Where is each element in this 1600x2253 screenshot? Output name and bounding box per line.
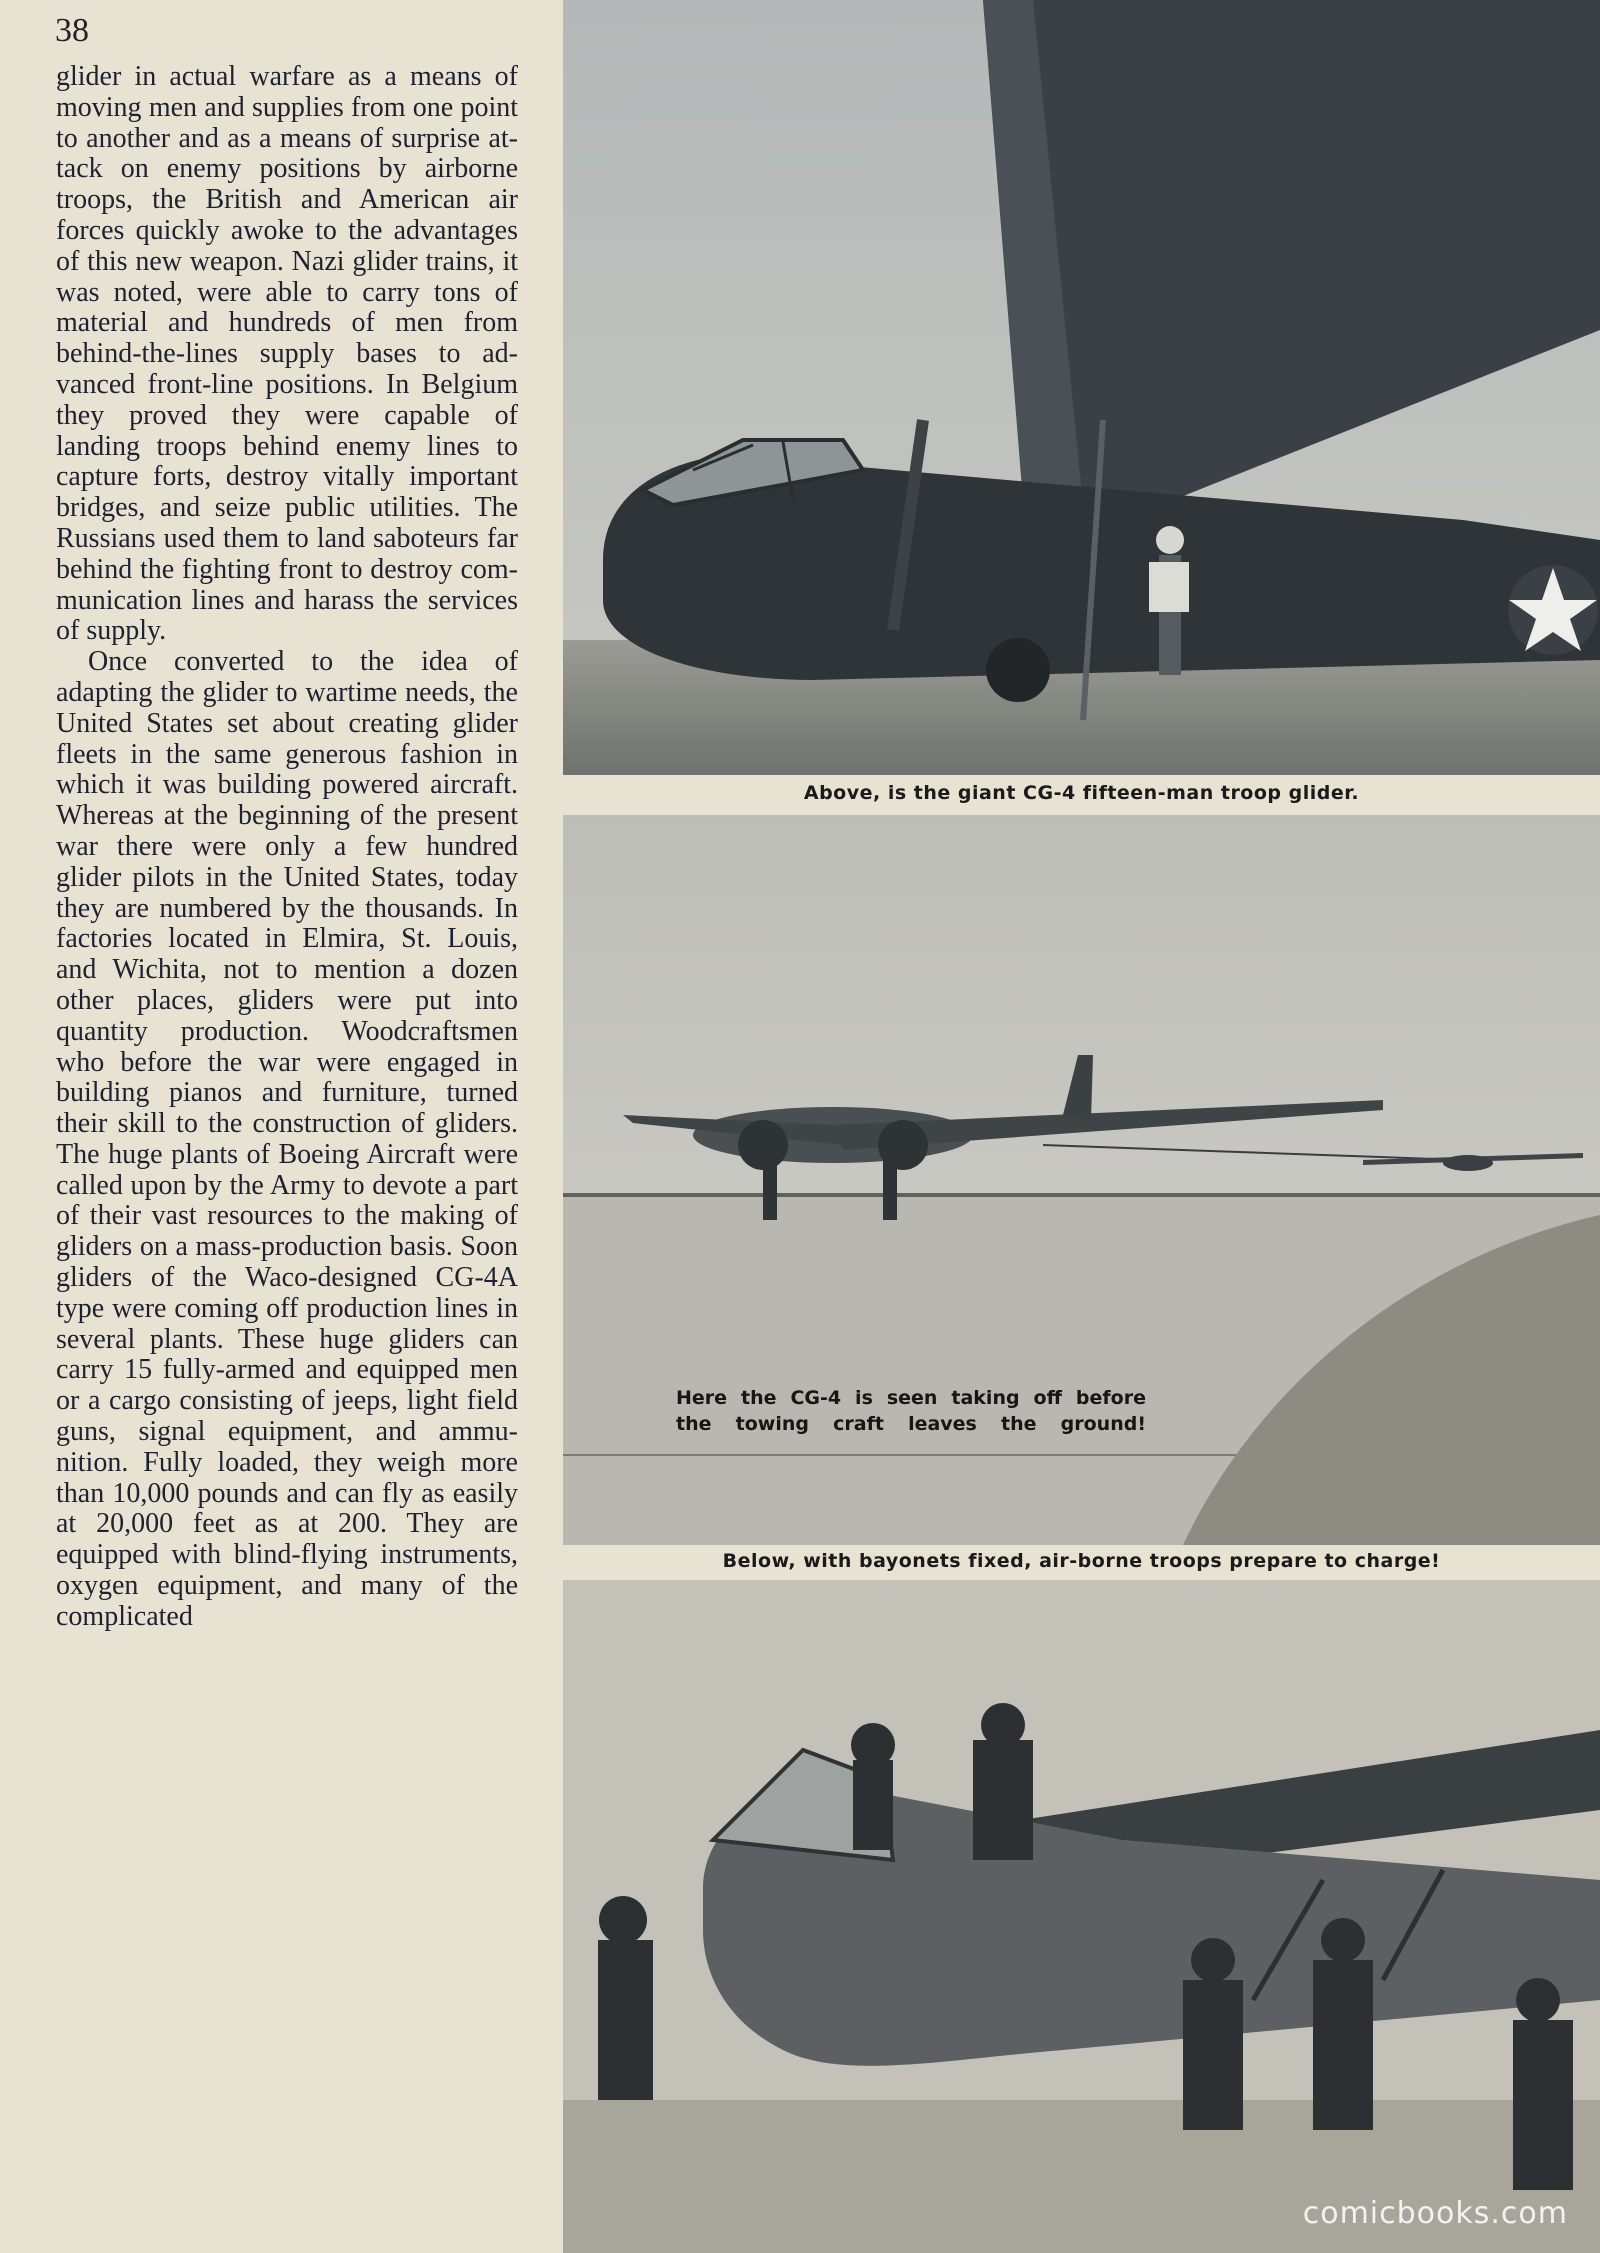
photo-cg4-glider-parked <box>563 0 1600 775</box>
caption-middle <box>676 1385 1146 1437</box>
article-paragraph-2: Once converted to the idea of adapting the glider to wartime needs, the United States set about creating glider fleets in the same generous fashion in which it was building powered aircraft. Whereas at the beginning of the present war there were only a few hundred glider pilots in the United States, today they are numbered by the thousands. In factories located in Elmira, St. Louis, and Wichita, not to mention a dozen other places, gliders were put into quantity production. Woodcraftsmen who before the war were engaged in building pianos and furniture, turned their skill to the construction of gliders. The huge plants of Boeing Aircraft were called upon by the Army to devote a part of their vast resources to the making of gliders on a mass-production basis. Soon gliders of the Waco-designed CG-4A type were coming off production lines in several plants. These huge gliders can carry 15 fully-armed and equipped men or a cargo consisting of jeeps, light field guns, signal equipment, and ammunition. Fully loaded, they weigh more than 10,000 pounds and can fly as easily at 20,000 feet as at 200. They are equipped with blind-flying instruments, oxygen equipment, and many of the complicated <box>56 646 518 1632</box>
page-number: 38 <box>55 12 89 49</box>
article-body <box>56 62 518 1633</box>
caption-middle-line-1: Here the CG-4 is seen taking off before <box>676 1387 1146 1409</box>
caption-top: Above, is the giant CG-4 fifteen-man troop glider. <box>803 782 1360 804</box>
article-paragraph-1: glider in actual warfare as a means of moving men and supplies from one point to another and as a means of surprise attack on enemy positions by airborne troops, the British and American air forces quickly awoke to the advantages of this new weapon. Nazi glider trains, it was noted, were able to carry tons of material and hundreds of men from behind-the-lines supply bases to advanced front-line positions. In Belgium they proved they were capable of landing troops behind enemy lines to capture forts, destroy vitally important bridges, and seize public utilities. The Russians used them to land saboteurs far behind the fighting front to destroy communication lines and harass the services of supply. <box>56 61 518 647</box>
caption-middle-line-2: the towing craft leaves the ground! <box>676 1413 1146 1435</box>
watermark: comicbooks.com <box>1302 2196 1568 2231</box>
photo-airborne-troops <box>563 1580 1600 2253</box>
caption-bottom: Below, with bayonets fixed, air-borne troops prepare to charge! <box>722 1550 1441 1572</box>
